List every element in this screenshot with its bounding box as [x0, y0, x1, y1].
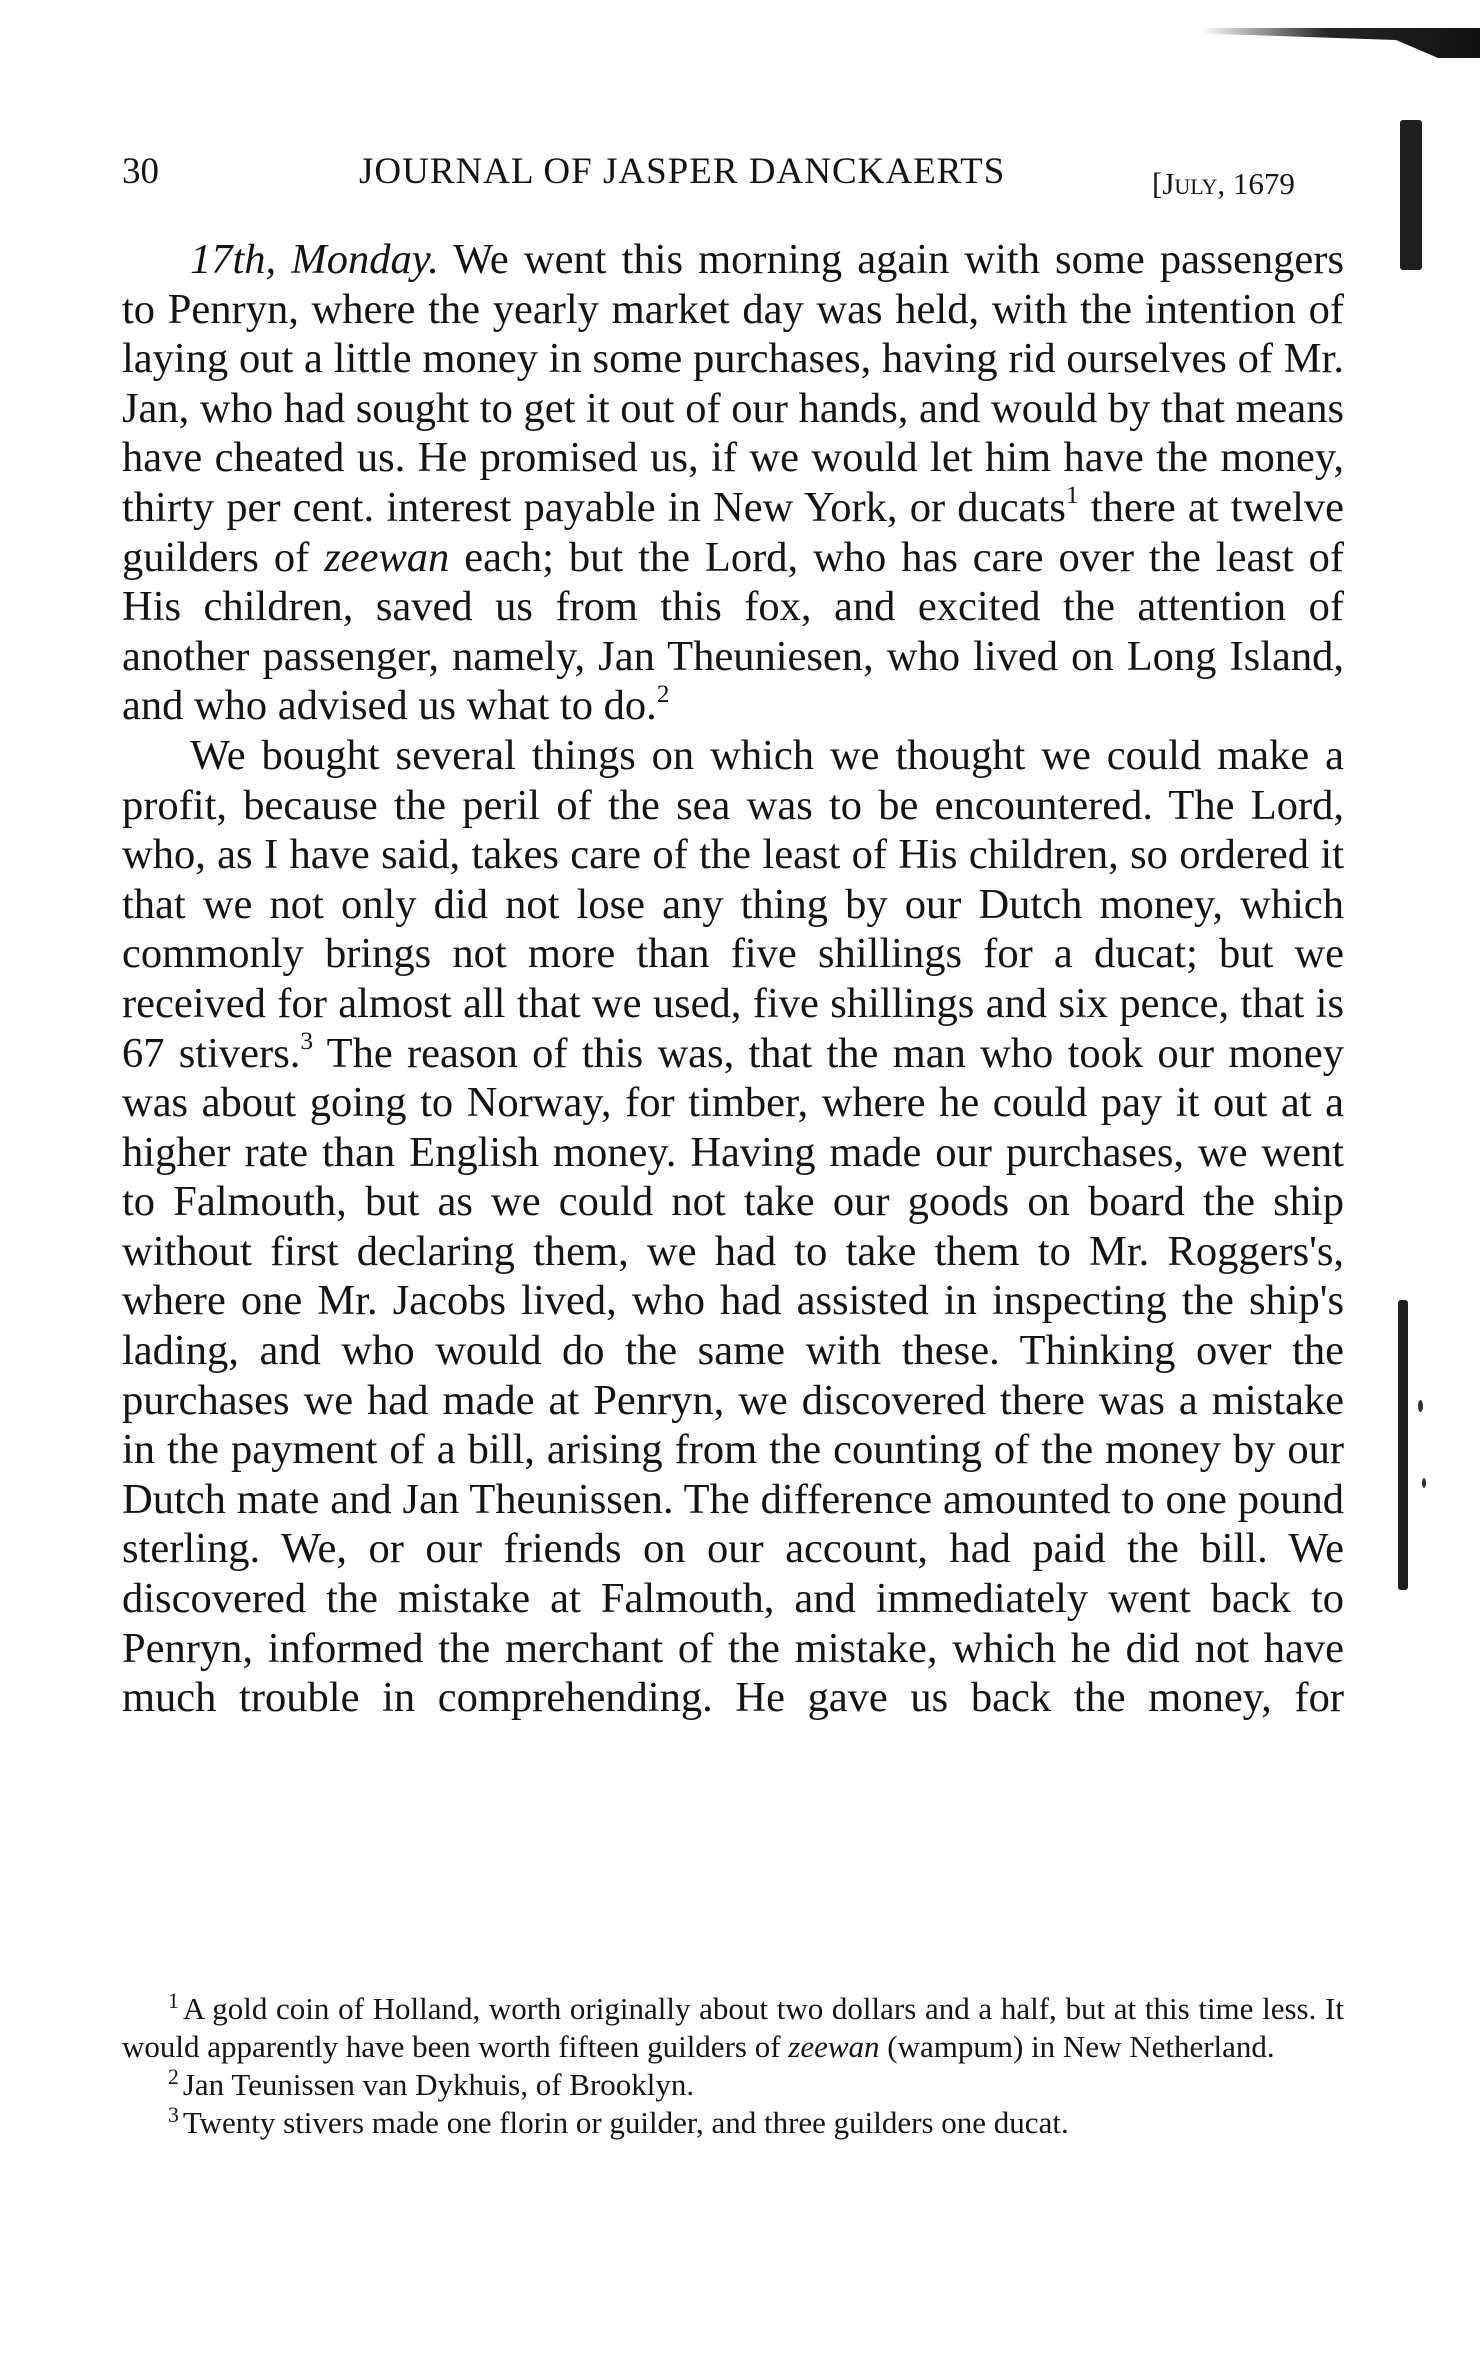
paragraph-2: [122, 731, 1344, 1723]
scan-margin-artifact: [1398, 1300, 1408, 1590]
footnote-ref: 3: [300, 1025, 314, 1055]
body-text: [122, 235, 1344, 1723]
running-head: JOURNAL OF JASPER DANCKAERTS: [359, 151, 1006, 192]
paragraph-text: We went this morning again with some passengers to Penryn, where the yearly market day was held, with the intention of laying out a little money in some purchases, having rid ourselves of Mr. Jan, who had sought to get it out of our hands, and would by that means have cheated us. He promised us, if we would let him have the money, thirty per cent. interest payable in New York, or ducats: [122, 236, 1344, 531]
footnote-marker: 2: [168, 2064, 179, 2089]
footnote-ref: 2: [656, 678, 670, 708]
footnote-3: [122, 2104, 1344, 2142]
italic-word: zeewan: [788, 2029, 880, 2064]
paragraph-text: We bought several things on which we thought we could make a profit, because the peril of the sea was to be encountered. The Lord, who, as I have said, takes care of the least of His children, so ordered it that we not only did not lose any thing by our Dutch money, which commonly brings not more than five shillings for a ducat; but we received for almost all that we used, five shillings and six pence, that is 67 stivers.: [122, 731, 1344, 1077]
paragraph-1: [122, 235, 1344, 731]
footnote-text: Jan Teunissen van Dykhuis, of Brooklyn.: [182, 2067, 695, 2102]
paragraph-text: there at twelve guilders of: [122, 483, 1344, 581]
italic-word: zeewan: [324, 533, 450, 581]
scan-corner-artifact: [1200, 28, 1480, 58]
header-date: [July, 1679: [1152, 166, 1295, 201]
footnote-1: [122, 1990, 1344, 2066]
footnote-text: Twenty stivers made one florin or guilder, and three guilders one ducat.: [182, 2105, 1069, 2140]
page-header: [122, 150, 1367, 210]
page-number: 30: [122, 151, 159, 192]
entry-date: 17th, Monday.: [190, 236, 439, 283]
footnote-text: A gold coin of Holland, worth originally about two dollars and a half, but at this time less. It would apparently have been worth fifteen guilders of: [122, 1991, 1344, 2064]
footnote-ref: 1: [1065, 480, 1079, 510]
paragraph-text: The reason of this was, that the man who took our money was about going to Norway, for timber, where he could pay it out at a higher rate than English money. Having made our purchases, we went to Falmouth, but as we could not take our goods on board the ship without first declaring them, we had to take them to Mr. Roggers's, where one Mr. Jacobs lived, who had assisted in inspecting the ship's lading, and who would do the same with these. Thinking over the purchases we had made at Penryn, we discovered there was a mistake in the payment of a bill, arising from the counting of the money by our Dutch mate and Jan Theunissen. The difference amounted to one pound sterling. We, or our friends on our account, had paid the bill. We discovered the mistake at Falmouth, and immediately went back to Penryn, informed the merchant of the mistake, which he did not have much trouble in comprehending. He gave us back the money, for: [122, 1029, 1344, 1722]
paragraph-text: each; but the Lord, who has care over the least of His children, saved us from this fox, and excited the attention of another passenger, namely, Jan Theuniesen, who lived on Long Island, and who advised us what to do.: [122, 533, 1344, 730]
scan-speck: [1418, 1400, 1423, 1412]
footnotes: [122, 1990, 1344, 2142]
scan-margin-artifact: [1400, 120, 1422, 270]
footnote-marker: 3: [168, 2102, 179, 2127]
footnote-text: (wampum) in New Netherland.: [879, 2029, 1275, 2064]
footnote-marker: 1: [168, 1988, 179, 2013]
scan-speck: [1422, 1478, 1426, 1488]
footnote-2: [122, 2066, 1344, 2104]
